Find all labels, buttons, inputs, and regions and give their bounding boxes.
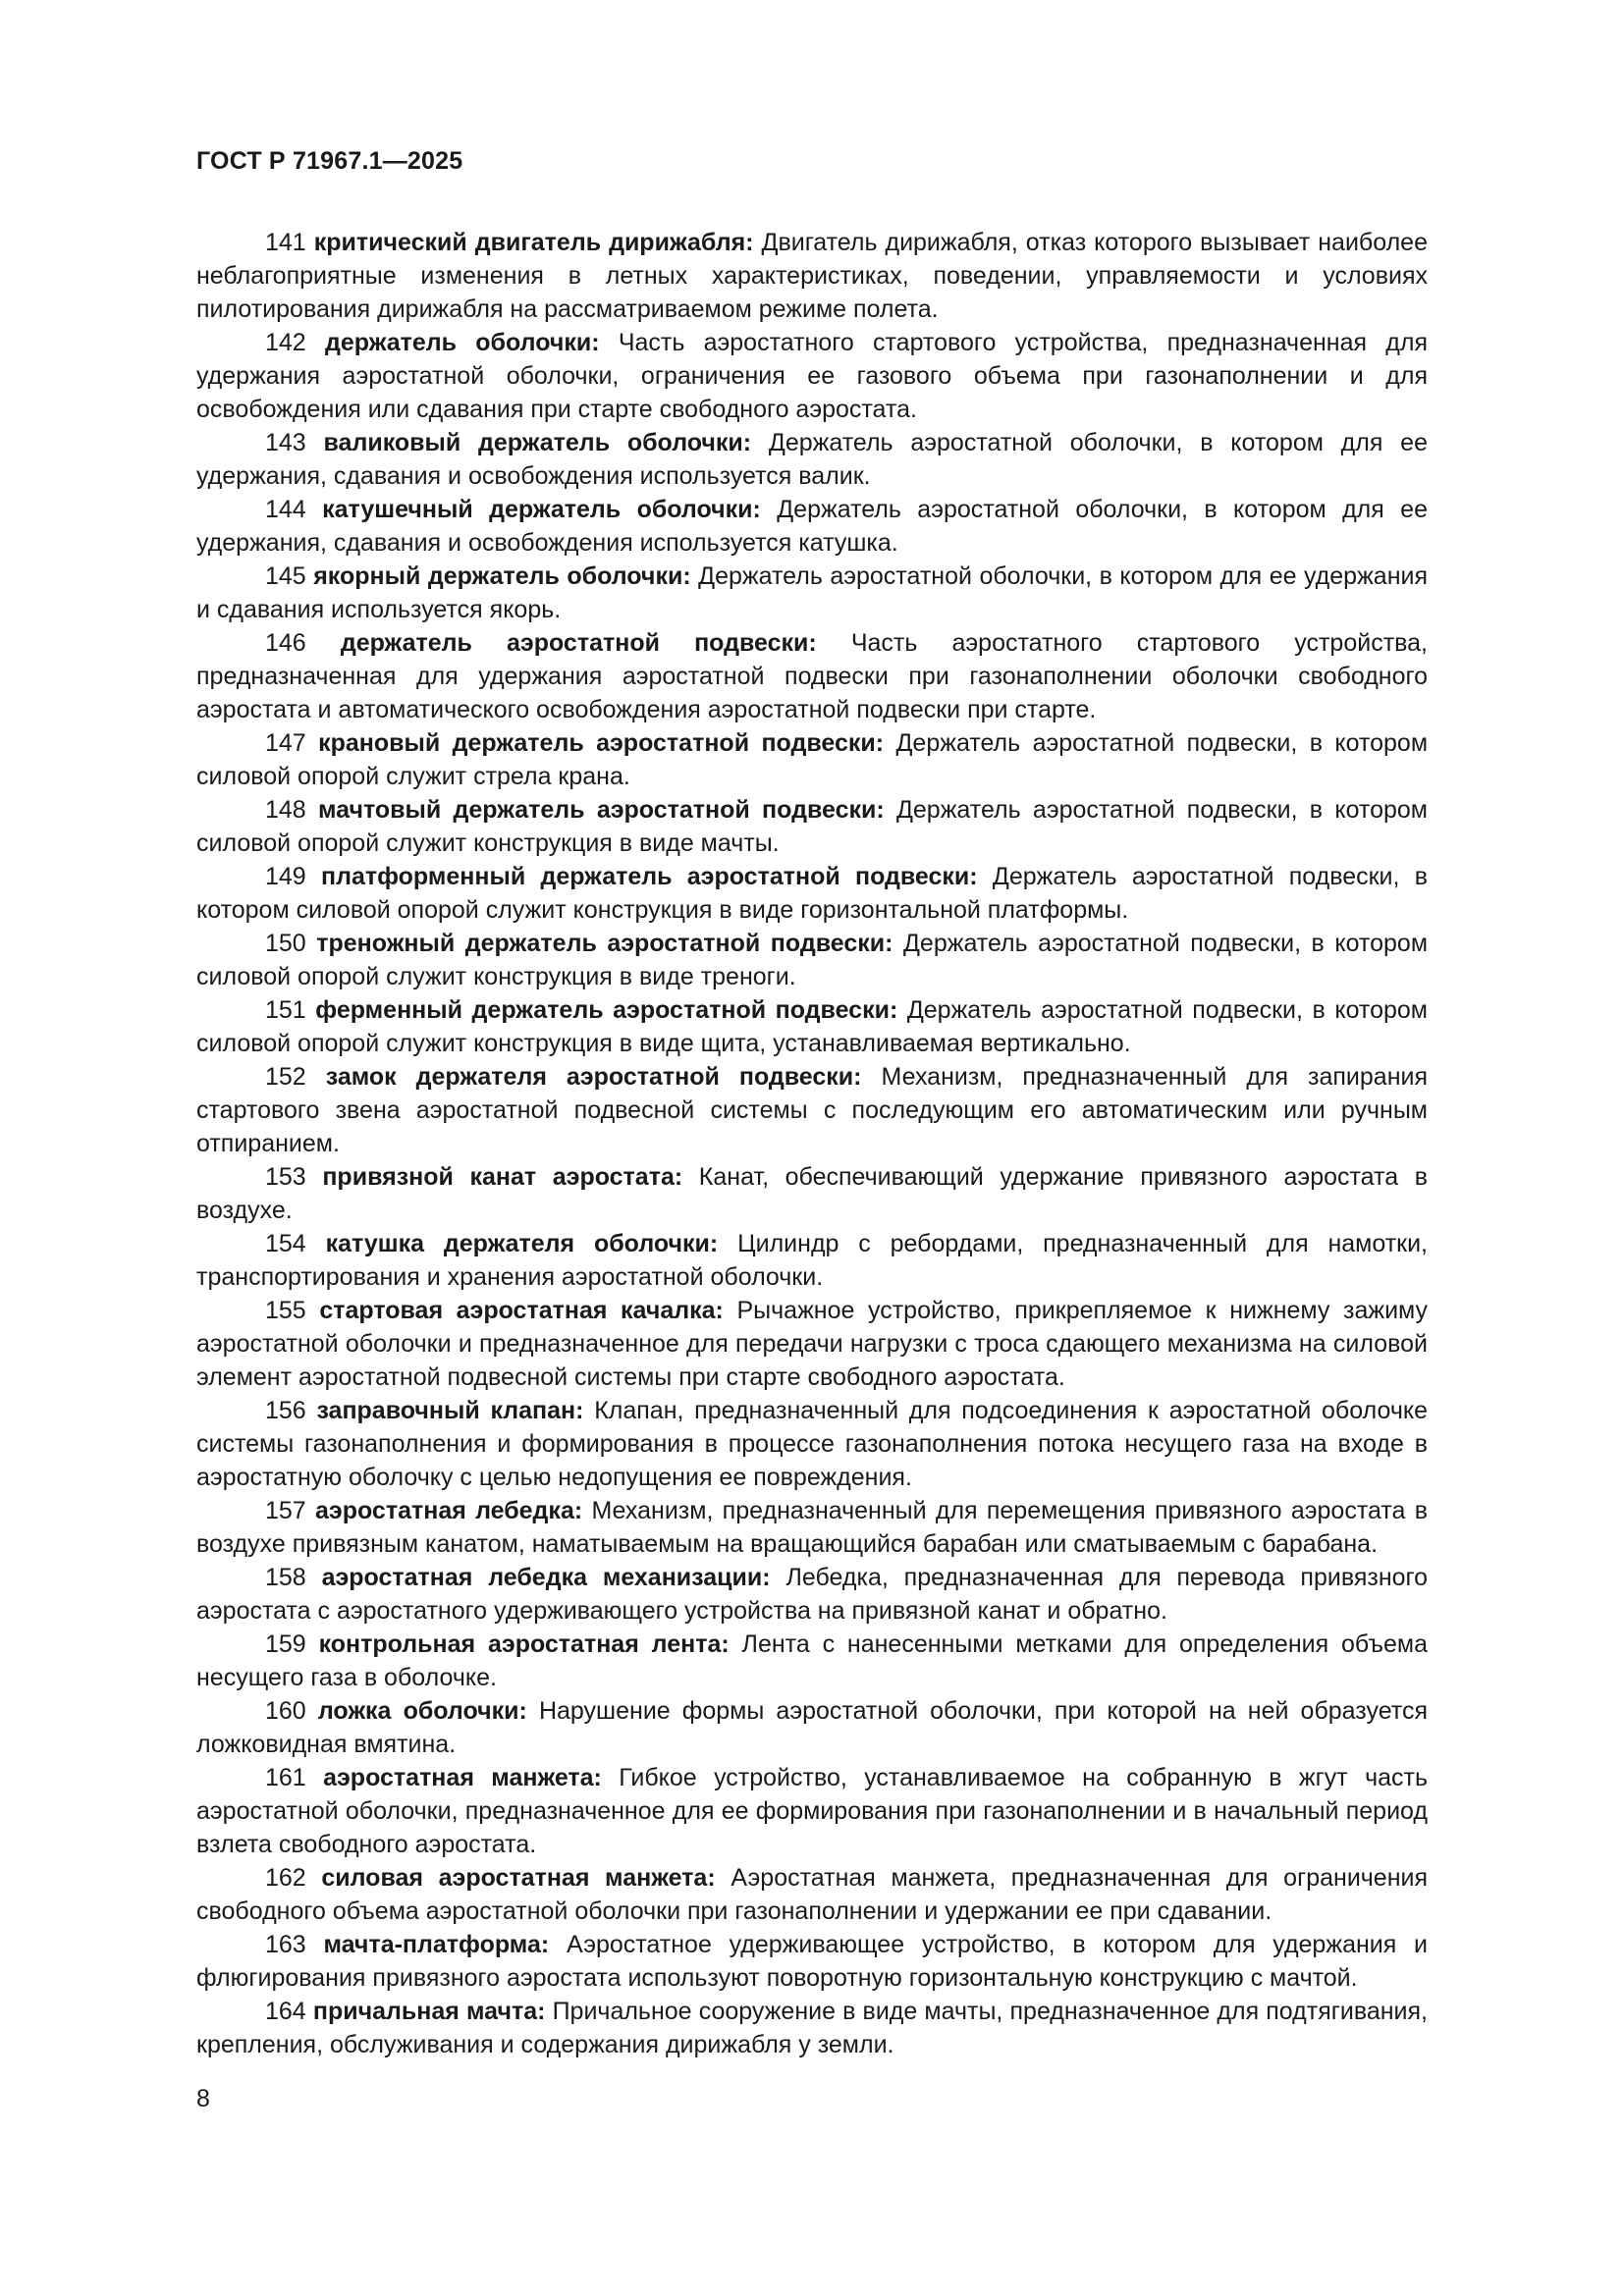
term-entry-152: [196, 1060, 1428, 1160]
term-entry-158: [196, 1561, 1428, 1628]
term-number: 164: [265, 1998, 306, 2025]
term-entry-160: [196, 1694, 1428, 1761]
term-definition: Причальное сооружение в виде мачты, предназначенное для подтягивания, крепления, обслуживания и содержания дирижабля у земли.: [196, 1998, 1428, 2058]
term-entry-151: [196, 993, 1428, 1060]
term-number: 163: [265, 1931, 306, 1958]
term-name: катушка держателя оболочки:: [325, 1230, 719, 1257]
term-number: 147: [265, 729, 306, 757]
term-definition: Держатель аэростатной оболочки, в котором для ее удержания и сдавания используется якорь.: [196, 562, 1429, 623]
page-number: 8: [196, 2085, 210, 2112]
term-entry-145: [196, 560, 1428, 626]
term-definition: Держатель аэростатной оболочки, в котором для ее удержания, сдавания и освобождения используется катушка.: [196, 496, 1428, 557]
term-name: держатель оболочки:: [324, 329, 600, 356]
terms-list: [196, 226, 1428, 2061]
term-definition: Держатель аэростатной подвески, в котором силовой опорой служит стрела крана.: [196, 729, 1429, 790]
term-number: 142: [265, 329, 306, 356]
term-name: заправочный клапан:: [316, 1397, 584, 1424]
term-number: 144: [265, 496, 306, 523]
term-definition: Механизм, предназначенный для запирания стартового звена аэростатной подвесной системы с последующим его автоматическим или ручным отпиранием.: [196, 1063, 1429, 1157]
term-entry-148: [196, 793, 1428, 860]
term-number: 156: [265, 1397, 306, 1424]
term-name: критический двигатель дирижабля:: [313, 229, 754, 256]
term-number: 145: [265, 562, 306, 590]
term-number: 146: [265, 629, 306, 657]
term-entry-141: [196, 226, 1428, 326]
term-number: 143: [265, 429, 306, 456]
term-name: причальная мачта:: [312, 1998, 546, 2025]
term-entry-164: [196, 1995, 1428, 2061]
term-name: контрольная аэростатная лента:: [318, 1630, 730, 1658]
term-name: треножный держатель аэростатной подвески:: [316, 930, 893, 957]
term-name: замок держателя аэростатной подвески:: [325, 1063, 862, 1091]
term-name: мачтовый держатель аэростатной подвески:: [318, 796, 885, 824]
term-definition: Лебедка, предназначенная для перевода привязного аэростата с аэростатного удерживающего устройства на привязной канат и обратно.: [196, 1564, 1429, 1625]
term-name: силовая аэростатная манжета:: [321, 1864, 716, 1892]
term-definition: Механизм, предназначенный для перемещения привязного аэростата в воздухе привязным канатом, наматываемым на вращающийся барабан или сматываемым с барабана.: [196, 1497, 1428, 1558]
term-name: стартовая аэростатная качалка:: [319, 1297, 724, 1324]
term-entry-156: [196, 1394, 1428, 1494]
term-number: 160: [265, 1697, 306, 1725]
term-name: валиковый держатель оболочки:: [323, 429, 752, 456]
document-header: ГОСТ Р 71967.1—2025: [196, 147, 463, 175]
term-name: аэростатная лебедка:: [315, 1497, 583, 1524]
term-number: 161: [265, 1764, 306, 1791]
term-name: крановый держатель аэростатной подвески:: [318, 729, 885, 757]
term-definition: Гибкое устройство, устанавливаемое на собранную в жгут часть аэростатной оболочки, предназначенное для ее формирования при газонаполнении и в начальный период взлета свободного аэростата.: [196, 1764, 1428, 1858]
term-number: 158: [265, 1564, 306, 1591]
term-definition: Часть аэростатного стартового устройства, предназначенная для удержания аэростатной подвески при газонаполнении оболочки свободного аэростата и автоматического освобождения аэростатной подвески при старте.: [196, 629, 1429, 723]
term-number: 150: [265, 930, 306, 957]
term-name: привязной канат аэростата:: [322, 1163, 683, 1191]
term-number: 155: [265, 1297, 306, 1324]
term-definition: Клапан, предназначенный для подсоединения к аэростатной оболочке системы газонаполнения и формирования в процессе газонаполнения потока несущего газа на входе в аэростатную оболочку с целью недопущения ее повреждения.: [196, 1397, 1428, 1491]
term-number: 151: [265, 996, 306, 1024]
term-definition: Рычажное устройство, прикрепляемое к нижнему зажиму аэростатной оболочки и предназначенное для передачи нагрузки с троса сдающего механизма на силовой элемент аэростатной подвесной системы при старте свободного аэростата.: [196, 1297, 1428, 1391]
term-entry-155: [196, 1294, 1428, 1394]
term-definition: Двигатель дирижабля, отказ которого вызывает наиболее неблагоприятные изменения в летных характеристиках, поведении, управляемости и условиях пилотирования дирижабля на рассматриваемом режиме полета.: [196, 229, 1428, 323]
term-number: 148: [265, 796, 306, 824]
term-entry-146: [196, 626, 1428, 726]
term-name: ферменный держатель аэростатной подвески:: [315, 996, 898, 1024]
term-number: 152: [265, 1063, 306, 1091]
term-name: аэростатная лебедка механизации:: [321, 1564, 771, 1591]
term-name: катушечный держатель оболочки:: [322, 496, 761, 523]
term-entry-149: [196, 860, 1428, 927]
term-entry-153: [196, 1160, 1428, 1227]
term-definition: Держатель аэростатной подвески, в котором силовой опорой служит конструкция в виде треноги.: [196, 930, 1429, 990]
term-name: платформенный держатель аэростатной подвески:: [320, 863, 978, 890]
term-name: аэростатная манжета:: [323, 1764, 602, 1791]
term-definition: Держатель аэростатной подвески, в котором силовой опорой служит конструкция в виде горизонтальной платформы.: [196, 863, 1428, 924]
term-entry-142: [196, 326, 1428, 426]
term-entry-150: [196, 927, 1428, 993]
term-entry-159: [196, 1628, 1428, 1694]
term-name: держатель аэростатной подвески:: [340, 629, 817, 657]
term-name: ложка оболочки:: [317, 1697, 527, 1725]
term-entry-162: [196, 1861, 1428, 1928]
term-number: 141: [265, 229, 306, 256]
term-entry-157: [196, 1494, 1428, 1561]
term-name: якорный держатель оболочки:: [313, 562, 691, 590]
term-entry-161: [196, 1761, 1428, 1861]
term-entry-147: [196, 726, 1428, 793]
term-number: 157: [265, 1497, 306, 1524]
term-entry-163: [196, 1928, 1428, 1995]
term-entry-144: [196, 493, 1428, 560]
term-definition: Нарушение формы аэростатной оболочки, при которой на ней образуется ложковидная вмятина.: [196, 1697, 1428, 1758]
term-entry-143: [196, 426, 1428, 493]
term-definition: Лента с нанесенными метками для определения объема несущего газа в оболочке.: [196, 1630, 1429, 1691]
term-definition: Держатель аэростатной оболочки, в котором для ее удержания, сдавания и освобождения используется валик.: [196, 429, 1428, 490]
term-number: 162: [265, 1864, 306, 1892]
term-number: 149: [265, 863, 306, 890]
term-definition: Цилиндр с ребордами, предназначенный для намотки, транспортирования и хранения аэростатной оболочки.: [196, 1230, 1429, 1291]
term-definition: Держатель аэростатной подвески, в котором силовой опорой служит конструкция в виде щита, устанавливаемая вертикально.: [196, 996, 1428, 1057]
term-definition: Канат, обеспечивающий удержание привязного аэростата в воздухе.: [196, 1163, 1428, 1224]
term-number: 154: [265, 1230, 306, 1257]
term-definition: Часть аэростатного стартового устройства, предназначенная для удержания аэростатной оболочки, ограничения ее газового объема при газонаполнении и для освобождения или сдавания при старте свободного аэростата.: [196, 329, 1428, 423]
term-definition: Держатель аэростатной подвески, в котором силовой опорой служит конструкция в виде мачты.: [196, 796, 1428, 857]
term-name: мачта-платформа:: [323, 1931, 550, 1958]
term-definition: Аэростатная манжета, предназначенная для ограничения свободного объема аэростатной оболочки при газонаполнении и удержании ее при сдавании.: [196, 1864, 1429, 1925]
term-number: 153: [265, 1163, 306, 1191]
term-entry-154: [196, 1227, 1428, 1294]
term-definition: Аэростатное удерживающее устройство, в котором для удержания и флюгирования привязного аэростата используют поворотную горизонтальную конструкцию с мачтой.: [196, 1931, 1428, 1992]
term-number: 159: [265, 1630, 306, 1658]
